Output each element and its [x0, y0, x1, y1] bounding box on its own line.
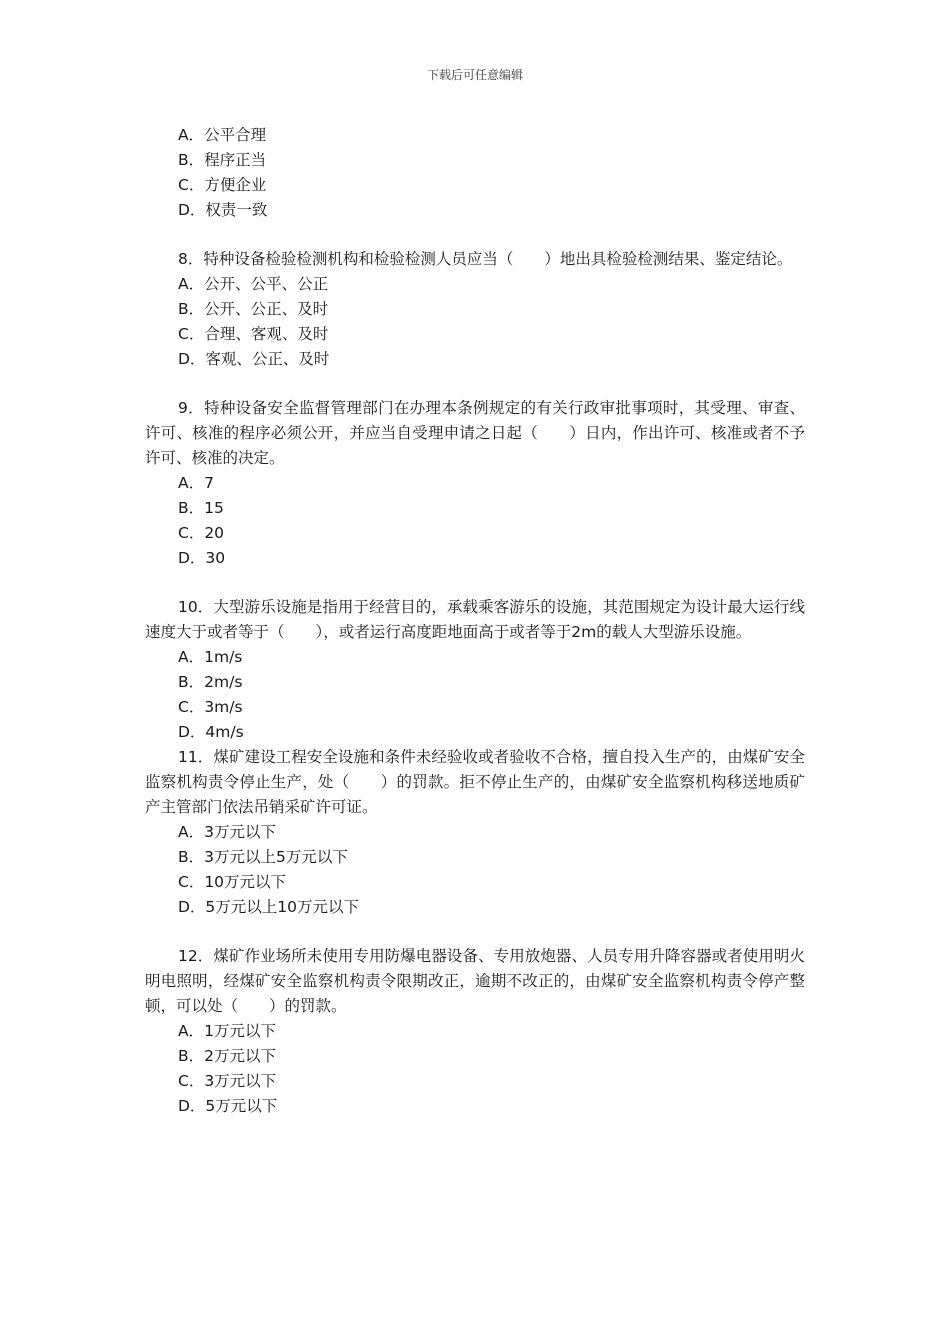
- question-text: 8．特种设备检验检测机构和检验检测人员应当（ ）地出具检验检测结果、鉴定结论。: [178, 250, 793, 268]
- question-7-options: [145, 123, 805, 223]
- option-a: A．公开、公平、公正: [178, 275, 329, 293]
- page-header: 下载后可任意编辑: [426, 68, 523, 82]
- question-9: [145, 396, 805, 571]
- question-text: 12．煤矿作业场所未使用专用防爆电器设备、专用放炮器、人员专用升降容器或者使用明火明电照明，经煤矿安全监察机构责令限期改正，逾期不改正的，由煤矿安全监察机构责令停产整顿，可以处（ ）的罚款。: [145, 947, 805, 1015]
- option-d: D．客观、公正、及时: [178, 350, 330, 368]
- option-c: C．3万元以下: [178, 1072, 277, 1090]
- option-c: C．20: [178, 524, 225, 542]
- question-text: 10．大型游乐设施是指用于经营目的，承载乘客游乐的设施，其范围规定为设计最大运行线速度大于或者等于（ ），或者运行高度距地面高于或者等于2m的载人大型游乐设施。: [145, 598, 805, 641]
- option-b: B．公开、公正、及时: [178, 300, 329, 318]
- option-c: C．3m/s: [178, 698, 243, 716]
- option-b: B．2万元以下: [178, 1047, 276, 1065]
- option-d: D．权责一致: [178, 201, 268, 219]
- option-c: C．10万元以下: [178, 873, 287, 891]
- question-11: [145, 745, 805, 920]
- question-8: [145, 247, 805, 372]
- option-d: D．30: [178, 549, 226, 567]
- option-b: B．15: [178, 499, 224, 517]
- option-a: A．7: [178, 474, 214, 492]
- option-c: C．合理、客观、及时: [178, 325, 329, 343]
- option-d: D．5万元以下: [178, 1097, 278, 1115]
- option-a: A．公平合理: [178, 126, 267, 144]
- question-text: 9．特种设备安全监督管理部门在办理本条例规定的有关行政审批事项时，其受理、审查、许可、核准的程序必须公开，并应当自受理申请之日起（ ）日内，作出许可、核准或者不予许可、核准的决定。: [145, 399, 805, 467]
- question-10: [145, 595, 805, 745]
- option-c: C．方便企业: [178, 176, 267, 194]
- question-12: [145, 944, 805, 1119]
- option-b: B．程序正当: [178, 151, 267, 169]
- option-b: B．3万元以上5万元以下: [178, 848, 348, 866]
- option-d: D．4m/s: [178, 723, 244, 741]
- option-d: D．5万元以上10万元以下: [178, 898, 360, 916]
- question-text: 11．煤矿建设工程安全设施和条件未经验收或者验收不合格，擅自投入生产的，由煤矿安全监察机构责令停止生产，处（ ）的罚款。拒不停止生产的，由煤矿安全监察机构移送地质矿产主管部门依法吊销采矿许可证。: [145, 748, 805, 816]
- option-a: A．3万元以下: [178, 823, 276, 841]
- option-b: B．2m/s: [178, 673, 243, 691]
- option-a: A．1万元以下: [178, 1022, 276, 1040]
- question-list: [145, 123, 805, 1119]
- option-a: A．1m/s: [178, 648, 243, 666]
